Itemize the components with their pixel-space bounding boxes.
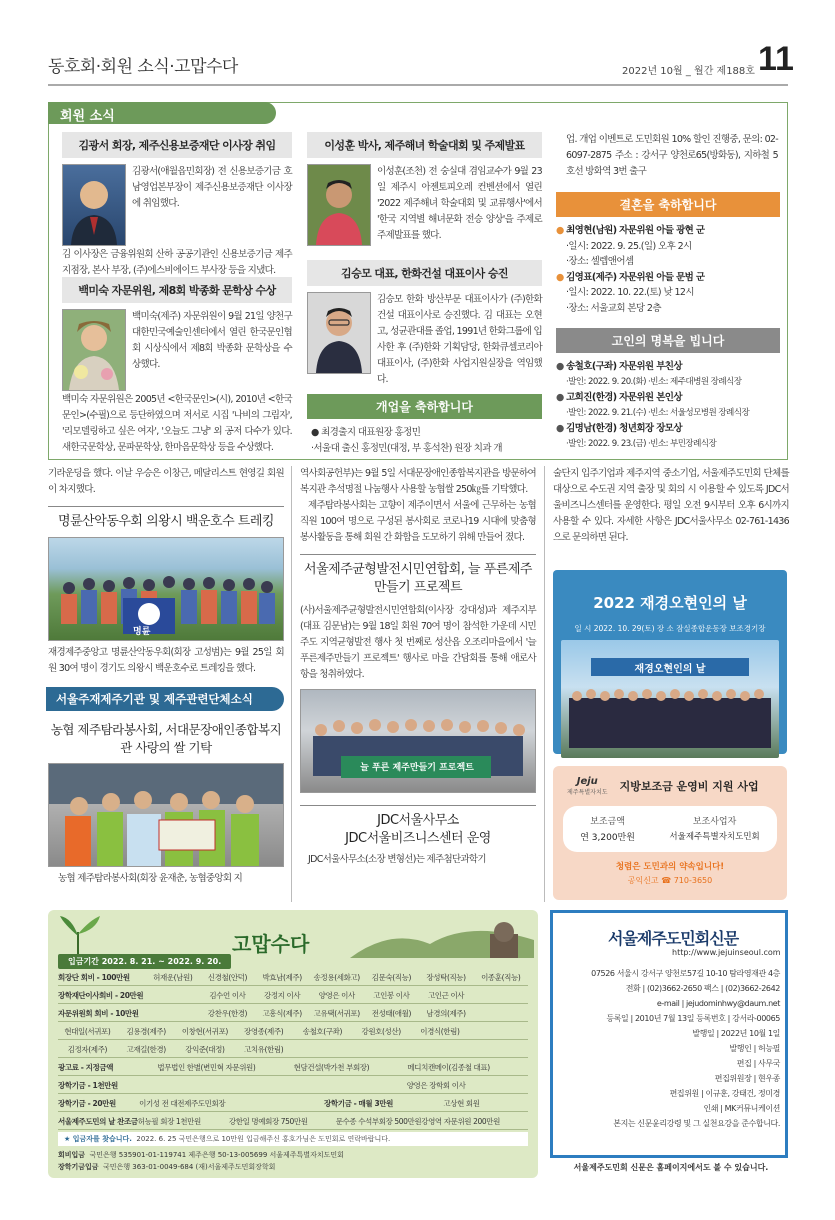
ad-info: 일 시 2022. 10. 29(토) 장 소 잠실종합운동장 보조경기장	[574, 624, 766, 633]
condolence-detail: ·발인: 2022. 9. 21.(수) ·빈소: 서울성모병원 장례식장	[566, 407, 750, 418]
article-text: 백미숙 자문위원은 2005년 <한국문인>(시), 2010년 <한국문인>(수필)으로 등단하였으며 저서로 시집 '나비의 그림자', '리모델링하고 싶은 여자', '오늘도 그냥' 외 공저 다수가 있다. 새한국문학상, 문파문학상, 한마음문학상 등을 수상했다.	[62, 394, 292, 453]
portrait-photo	[307, 164, 371, 246]
article-title: 농협 제주탐라봉사회, 서대문장애인종합복지관 사랑의 쌀 기탁	[50, 722, 282, 755]
ohyun-day-ad	[553, 570, 787, 754]
condolence-detail: ·발인: 2022. 9. 23.(금) ·빈소: 부민장례식장	[566, 438, 717, 449]
condolence-item: 김명남(한경) 청년회장 장모상	[566, 423, 682, 434]
article-text: 이성훈(조천) 전 숭실대 겸임교수가 9월 23일 제주시 아젠토피오레 컨벤션에서 열린 '2022 제주해녀 학술대회 및 교류행사'에서 '한국 지역별 해녀문화 전승 양상'을 주제로 주제발표를 했다.	[377, 166, 542, 241]
article-text: 역사회공헌부)는 9월 5일 서대문장애인종합복지관을 방문하여 복지관 추석명절 나눔행사 사용할 농협쌀 250㎏를 기탁했다.	[300, 468, 536, 495]
article-kim-seungmo	[307, 260, 542, 388]
newspaper-name: 서울제주도민회신문	[608, 929, 739, 948]
institutions-tab: 서울주재제주기관 및 제주관련단체소식	[46, 687, 284, 711]
ohyun-event-photo	[561, 640, 779, 758]
article-subtitle: JDC서울비즈니스센터 운영	[345, 831, 491, 846]
member-news-tab: 회원 소식	[48, 102, 276, 124]
issue-info: 2022년 10월 _ 월간 제188호	[622, 66, 755, 77]
column-divider	[291, 466, 292, 902]
portrait-photo	[307, 292, 371, 374]
wedding-item: 최영현(남원) 자문위원 아들 광현 군	[566, 225, 705, 236]
wedding-item: 김영표(제주) 자문위원 아들 문범 군	[566, 271, 705, 283]
deposit-period: 입금기간 2022. 8. 21. ~ 2022. 9. 20.	[58, 954, 231, 969]
article-text: 백미숙(제주) 자문위원이 9월 21일 양천구 대한민국예술인센터에서 열린 한국문인협회 시상식에서 제8회 박종화 문학상을 수상했다.	[132, 311, 292, 370]
lower-column-2	[300, 466, 536, 868]
condolence-item: 송철호(구좌) 자문위원 부친상	[566, 361, 682, 372]
article-title: 서울제주균형발전시민연합회, 늘 푸른제주만들기 프로젝트	[300, 554, 536, 597]
hiking-group-photo	[48, 537, 284, 641]
green-jeju-project-photo	[300, 689, 536, 793]
condolence-item: 고희진(한경) 자문위원 본인상	[566, 392, 682, 403]
banner-text: 명륜	[133, 627, 151, 637]
ad-title: 2022 재경오현인의 날	[593, 594, 747, 612]
article-text: 기라운딩을 했다. 이날 우승은 이창근, 메달리스트 현영길 회원이 차지했다.	[48, 468, 284, 495]
table-row: 회장단 회비 - 100만원 허재운(남원) 신경철(안덕) 박효남(제주) 송정용(세화고) 김문숙(직능) 장성탁(직능) 이종훈(직능)	[58, 970, 528, 986]
jdc-article-header	[300, 805, 536, 848]
opening-continued: 업. 개업 이벤트로 도민회원 10% 할인 진행중, 문의: 02-6097-2875 주소 : 강서구 양천로65(방화동), 지하철 5호선 방화역 3번 출구	[566, 134, 778, 177]
rice-donation-photo	[48, 763, 284, 867]
article-kim-gwangseo	[62, 132, 292, 279]
opening-title: 개업을 축하합니다	[307, 394, 542, 419]
wedding-detail: ·일시: 2022. 10. 22.(토) 낮 12시	[566, 287, 694, 298]
notice-bar: ★ 입금자를 찾습니다. 2022. 6. 25 국민은행으로 10만원 입금해주신 홍호가님은 도민회로 연락바랍니다.	[58, 1132, 528, 1146]
portrait-photo	[62, 164, 126, 246]
table-row: 장학기금 - 1천만원 양영은 장학회 이사	[58, 1078, 528, 1094]
article-text: 재경제주중앙고 명륜산악동우회(회장 고성범)는 9월 25일 회원 30여 명이 경기도 의왕시 백운호수로 트레킹을 했다.	[48, 647, 284, 674]
jeju-logo: Jeju 제주특별자치도	[567, 776, 608, 796]
lower-column-3	[553, 466, 789, 546]
masthead-details: 07526 서울시 강서구 양천로57길 10-10 탐라영재관 4층 전화 | (02)3662-2650 팩스 | (02)3662-2642 e-mail | jejudominhwy@daum.net 등록일 | 2010년 7월 13일 등록번호 | 강서라-00065 발행일 | 2022년 10월 1일 발행인 | 허능필 편집 | 사무국 편집위원장 | 현우종 편집위원 | 이규훈, 강태건, 정미경 인쇄 | MK커뮤니케이션 본지는 신문윤리강령 및 그 실천요강을 준수합니다.	[591, 969, 780, 1128]
ad-report: 공익신고 ☎ 710-3650	[627, 876, 713, 885]
article-text: 술단지 입주기업과 제주지역 중소기업, 서울제주도민회 단체를 대상으로 수도권 지역 출장 및 회의 시 이용할 수 있도록 JDC서울비즈니스센터를 운영한다. 평일 오전 9시부터 오후 6시까지 사용할 수 있다. 자세한 사항은 JDC서울사무소 02-761-1436으로 문의하면 된다.	[553, 468, 789, 543]
lower-column-1	[48, 466, 284, 887]
condolence-notice: 고인의 명복을 빕니다 ● 송철호(구좌) 자문위원 부친상 ·발인: 2022. 9. 20.(화) ·빈소: 제주대병원 장례식장 ● 고희진(한경) 자문위원 본인상 ·발인: 2022. 9. 21.(수) ·빈소: 서울성모병원 장례식장 ● 김명남(한경) 청년회장 장모상 ·발인: 2022. 9. 23.(금) ·빈소: 부민장례식장	[556, 328, 780, 452]
thanks-title: 고맙수다	[232, 932, 310, 956]
table-row: 광고료 - 지정금액 법무법인 한별(변민혁 자문위원) 현담건설(박가천 부회장) 메디치캔메이(김종철 대표)	[58, 1060, 528, 1076]
account-info-1: 회비입금 국민은행 535901-01-119741 제주은행 50-13-005699 서울제주특별자치도민회	[58, 1151, 344, 1159]
article-text: 김승모 한화 방산부문 대표이사가 (주)한화건설 대표이사로 승진했다. 김 대표는 오현고, 성균관대를 졸업, 1991년 한화그룹에 입사한 후 (주)한화 기획담당, 한화큐셀코리아 대표이사, (주)한화 사업지원실장을 역임했다.	[377, 294, 542, 385]
table-row: 장학기금 - 20만원 이기성 전 대전제주도민회장 장학기금 - 매월 3만원 고상현 회원	[58, 1096, 528, 1112]
table-row: 서울제주도민의 날 찬조금 허능필 회장 1천만원 강한일 명예회장 750만원 문수종 수석부회장 500만원 강영역 자문위원 200만원	[58, 1114, 528, 1130]
article-text: 김 이사장은 금융위원회 산하 공공기관인 신용보증기금 제주지점장, 본사 부장, (주)에스비에이드 부사장 등을 지냈다.	[62, 249, 292, 276]
article-text: (사)서울제주균형발전시민연합회(이사장 강대성)과 제주지부(대표 김문남)는 9월 18일 회원 70여 명이 참석한 가운데 시민주도 지역균형발전 행사 첫 번째로 성산읍 오조리마을에서 '늘 푸른제주만들기 프로젝트' 행사로 마을 간담회를 통해 애로사항을 청취하였다.	[300, 605, 536, 680]
article-baek-misuk	[62, 277, 292, 456]
table-row: 김정자(제주) 고재길(한경) 강익준(대정) 고치유(한림)	[58, 1042, 528, 1058]
subsidy-info: 보조금액 연 3,200만원 보조사업자 서울제주특별자치도민회	[563, 806, 777, 852]
header-divider	[48, 84, 788, 86]
wedding-detail: ·일시: 2022. 9. 25.(일) 오후 2시	[566, 240, 692, 252]
opening-item-detail: ·서울대 출신 홍정민(대정, 부 홍석찬) 원장 치과 개	[311, 442, 502, 454]
portrait-photo	[62, 309, 126, 391]
article-text: 김광서(애월읍민회장) 전 신용보증기금 호남영업본부장이 제주신용보증재단 이사장에 취임했다.	[132, 166, 292, 209]
article-lee-seonghun	[307, 132, 542, 246]
section-title: 동호회·회원 소식·고맙수다	[48, 57, 238, 77]
article-text: 제주탐라봉사회는 고향이 제주이면서 서울에 근무하는 농협직원 100여 명으로 구성된 봉사회로 코로나19 시대에 맞춤형 봉사활동을 통해 회원 간 화합을 도모하기 위해 만들어 졌다.	[300, 500, 536, 543]
masthead-footer: 서울제주도민회 신문은 홈페이지에서도 볼 수 있습니다.	[573, 1163, 769, 1172]
article-text: JDC서울사무소(소장 변형선)는 제주첨단과학기	[308, 854, 486, 865]
account-info-2: 장학기금입금 국민은행 363-01-0049-684 (재)서울제주도민회장학회	[58, 1163, 276, 1171]
opening-item: ● 최경출지 대표원장 홍정민	[311, 427, 421, 438]
table-row: 현대일(서귀포) 김용경(제주) 이창현(서귀포) 장영종(제주) 송철호(구좌) 강원호(성산) 이경식(한림)	[58, 1024, 528, 1040]
wedding-detail: ·장소: 서울교회 본당 2층	[566, 302, 661, 314]
opening-notice	[307, 394, 542, 456]
ad-slogan: 청렴은 도민과의 약속입니다!	[615, 862, 725, 872]
banner-text: 재경오현인의 날	[591, 658, 749, 676]
article-title: 김승모 대표, 한화건설 대표이사 승진	[307, 260, 542, 286]
newspaper-url[interactable]: http://www.jejuinseoul.com	[672, 948, 781, 957]
page-number: 11	[758, 40, 794, 78]
condolence-detail: ·발인: 2022. 9. 20.(화) ·빈소: 제주대병원 장례식장	[566, 376, 742, 387]
wedding-detail: ·장소: 셀렙앤어셈	[566, 256, 634, 267]
table-row: 자문위원회 회비 - 10만원 강찬우(한경) 고흥식(제주) 고유택(서귀포) 전성태(애월) 남경의(제주)	[58, 1006, 528, 1022]
banner-text: 늘 푸른 제주만들기 프로젝트	[360, 763, 474, 773]
table-row: 장학재단이사회비 - 20만원 김수언 이사 강정지 이사 양영은 이사 고인봉 이사 고인근 이사	[58, 988, 528, 1004]
subsidy-ad	[553, 766, 787, 900]
article-title: 백미숙 자문위원, 제8회 박종화 문학상 수상	[62, 277, 292, 303]
ad-title: 지방보조금 운영비 지원 사업	[619, 780, 759, 793]
article-title: JDC서울사무소	[377, 813, 459, 828]
article-text: 농협 제주탐라봉사회(회장 윤재춘, 농협중앙회 지	[58, 873, 243, 884]
column-divider	[544, 466, 545, 902]
article-title: 명륜산악동우회 의왕시 백운호수 트레킹	[48, 506, 284, 531]
article-title: 김광서 회장, 제주신용보증재단 이사장 취임	[62, 132, 292, 158]
condolence-title: 고인의 명복을 빕니다	[556, 328, 780, 353]
article-title: 이성훈 박사, 제주해녀 학술대회 및 주제발표	[307, 132, 542, 158]
wedding-title: 결혼을 축하합니다	[556, 192, 780, 217]
wedding-notice: 결혼을 축하합니다 ● 최영현(남원) 자문위원 아들 광현 군 ·일시: 2022. 9. 25.(일) 오후 2시 ·장소: 셀렙앤어셈 ● 김영표(제주) 자문위원 아들 문범 군 ·일시: 2022. 10. 22.(토) 낮 12시 ·장소: 서울교회 본당 2층	[556, 192, 780, 316]
landscape-illustration	[350, 914, 534, 961]
